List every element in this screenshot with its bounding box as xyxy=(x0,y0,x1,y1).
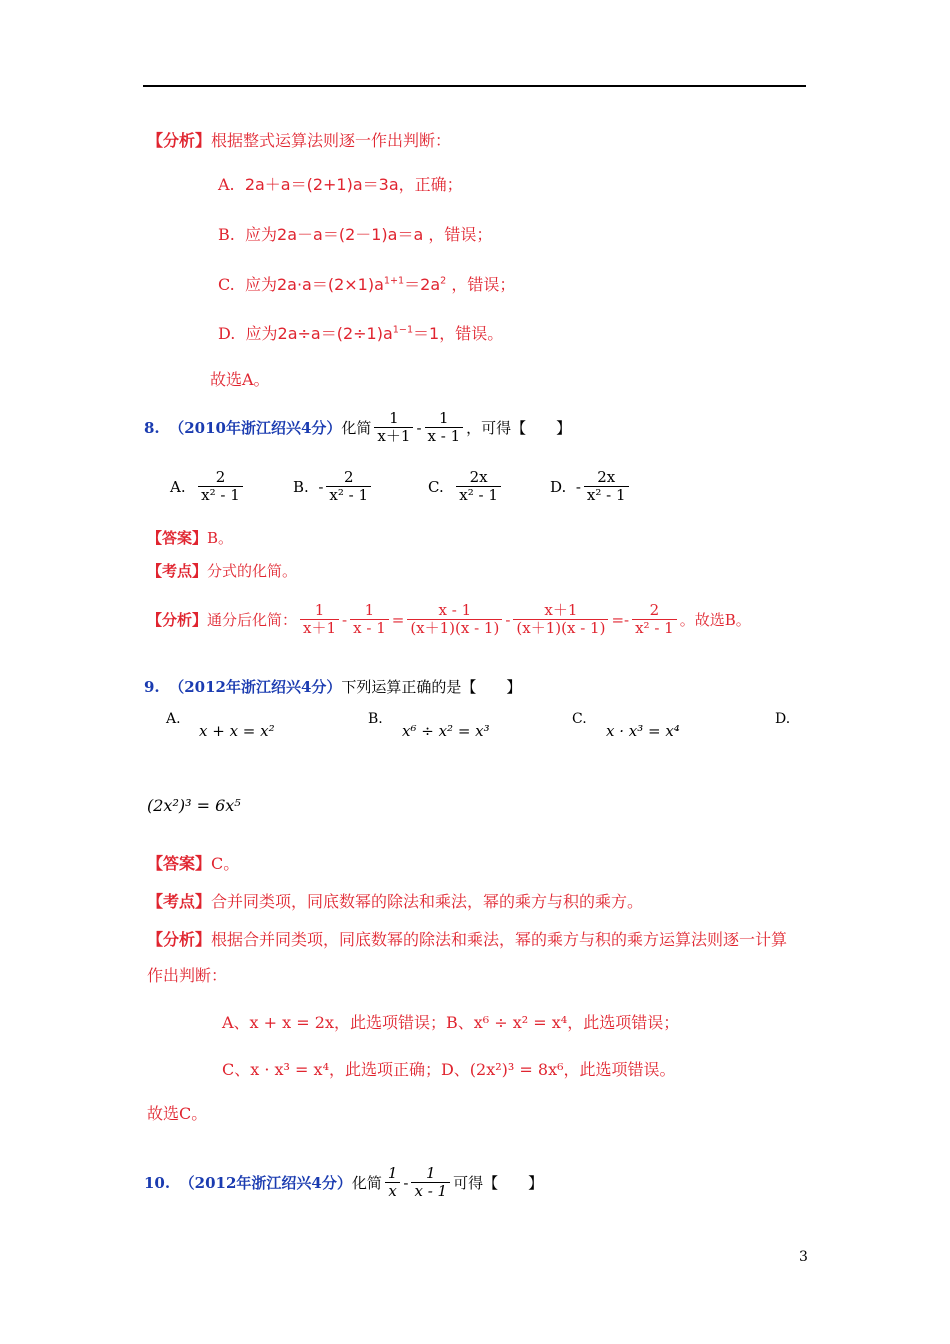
point-tag: 【考点】 xyxy=(147,562,208,580)
page-number: 3 xyxy=(799,1249,808,1265)
analysis-frac: $\frac{x+1}{(x+1)(x - 1)}$ xyxy=(513,602,608,638)
option-label: C. xyxy=(428,477,444,496)
q8-option-b xyxy=(293,469,374,505)
q9-option-d: (2x²)³ = 6x⁵ xyxy=(147,796,241,815)
q9-analysis-line2: 作出判断： xyxy=(147,966,228,985)
line-label: D. xyxy=(218,324,236,343)
line-math: 2a·a＝(2×1)a xyxy=(276,275,384,294)
line-verdict: ，正确； xyxy=(398,175,463,194)
line-prefix: 应为 xyxy=(244,275,277,294)
line-prefix: 应为 xyxy=(245,324,278,343)
answer-tag: 【答案】 xyxy=(147,854,212,873)
line-math: 2a－a＝(2－1)a＝a xyxy=(277,225,424,244)
q9-analysis xyxy=(147,927,787,950)
question-number: 9. xyxy=(144,678,160,696)
question-number: 10. xyxy=(144,1173,171,1192)
question-source: （2012年浙江绍兴4分） xyxy=(179,1174,352,1193)
analysis-text: 通分后化简： xyxy=(207,611,298,630)
q8-option-a xyxy=(170,469,246,505)
line-math: 2a＋a＝(2+1)a＝3a xyxy=(244,175,399,194)
q7-line-d xyxy=(218,321,503,344)
q9-analysis-options-1: A、x + x = 2x，此选项错误；B、x⁶ ÷ x² = x⁴，此选项错误； xyxy=(222,1013,680,1032)
q7-line-a xyxy=(218,172,463,195)
q9-point xyxy=(147,889,643,912)
q8-analysis: 【分析】 通分后化简： $\frac{1}{x+1}$ - $\frac{1}{x - 1}$ = $\frac{x - 1}{(x+1)(x - 1)}$ - $\frac{x+1}{(x+1)(x - 1)}$ =- $\frac{2}{\text{x² - 1}}$ 。故选B。 xyxy=(147,601,751,638)
analysis-frac: $\frac{x - 1}{(x+1)(x - 1)}$ xyxy=(407,602,502,638)
q9-option-b-label: B. xyxy=(368,711,383,727)
option-label: D. xyxy=(550,477,567,496)
option-frac: $\frac{2}{\text{x² - 1}}$ xyxy=(326,469,371,505)
question-suffix: ，可得【 】 xyxy=(466,419,572,438)
line-label: A. xyxy=(218,175,235,194)
line-prefix: 应为 xyxy=(245,225,278,244)
analysis-intro: 根据整式运算法则逐一作出判断： xyxy=(211,131,452,150)
q8-point xyxy=(147,560,297,581)
question-stem: 化简 xyxy=(351,1174,382,1193)
analysis-end: 。故选B。 xyxy=(679,611,751,630)
line-verdict: ，错误； xyxy=(451,275,516,294)
option-sign: - xyxy=(575,477,581,496)
point-tag: 【考点】 xyxy=(147,892,212,911)
q10-frac2: $\frac{1}{x - 1}$ xyxy=(411,1165,450,1201)
question-stem: 下列运算正确的是【 】 xyxy=(341,678,522,696)
answer-text: B。 xyxy=(207,529,234,547)
q9-option-a-label: A. xyxy=(166,711,181,727)
q8-option-d xyxy=(550,469,632,505)
line-label: C. xyxy=(218,275,235,294)
line-exp: 1+1 xyxy=(383,275,405,287)
analysis-frac: $\frac{1}{x+1}$ xyxy=(300,602,339,638)
question-source: （2010年浙江绍兴4分） xyxy=(169,419,342,438)
q7-conclusion: 故选A。 xyxy=(210,370,270,389)
q9-option-a: x + x = x² xyxy=(199,722,275,740)
q9-analysis-options-2: C、x · x³ = x⁴，此选项正确；D、(2x²)³ = 8x⁶，此选项错误。 xyxy=(222,1060,676,1079)
q8-frac2: $\frac{1}{x - 1}$ xyxy=(425,410,464,446)
q9-option-c: x · x³ = x⁴ xyxy=(606,722,680,740)
header-rule xyxy=(143,85,806,87)
line-math2: ＝1 xyxy=(413,324,440,343)
q9-conclusion: 故选C。 xyxy=(147,1104,208,1123)
analysis-text: 根据合并同类项，同底数幂的除法和乘法，幂的乘方与积的乘方运算法则逐一计算 xyxy=(211,930,788,949)
answer-tag: 【答案】 xyxy=(147,529,208,547)
line-verdict: ，错误； xyxy=(428,225,493,244)
answer-text: C。 xyxy=(211,854,240,873)
minus-sign: - xyxy=(416,418,422,437)
line-verdict: ，错误。 xyxy=(439,324,504,343)
q8-option-c xyxy=(428,469,504,505)
q7-line-c xyxy=(218,272,515,295)
question-suffix: 可得【 】 xyxy=(453,1174,544,1193)
point-text: 合并同类项，同底数幂的除法和乘法，幂的乘方与积的乘方。 xyxy=(211,892,644,911)
question-number: 8. xyxy=(144,418,160,437)
line-label: B. xyxy=(218,225,235,244)
minus-sign: - xyxy=(403,1173,409,1192)
q9-stem xyxy=(144,676,521,697)
line-exp2: 2 xyxy=(440,275,447,287)
q8-answer xyxy=(147,527,233,548)
option-frac: $\frac{2x}{\text{x² - 1}}$ xyxy=(456,469,501,505)
option-label: B. xyxy=(293,477,309,496)
question-source: （2012年浙江绍兴4分） xyxy=(169,678,342,696)
q7-analysis xyxy=(147,128,451,151)
option-sign: - xyxy=(318,477,324,496)
option-frac: $\frac{2x}{\text{x² - 1}}$ xyxy=(584,469,629,505)
analysis-tag: 【分析】 xyxy=(147,131,212,150)
question-stem: 化简 xyxy=(341,419,372,438)
q7-line-b xyxy=(218,222,492,245)
q10-stem xyxy=(144,1165,543,1201)
q9-answer xyxy=(147,851,239,874)
analysis-frac: $\frac{2}{\text{x² - 1}}$ xyxy=(632,602,677,638)
line-math2: ＝2a xyxy=(404,275,441,294)
analysis-tag: 【分析】 xyxy=(147,611,208,630)
analysis-tag: 【分析】 xyxy=(147,930,212,949)
analysis-frac: $\frac{1}{x - 1}$ xyxy=(350,602,389,638)
line-math: 2a÷a＝(2÷1)a xyxy=(277,324,393,343)
q10-frac1: $\frac{1}{x}$ xyxy=(385,1165,401,1201)
option-label: A. xyxy=(170,477,186,496)
q9-option-c-label: C. xyxy=(572,711,587,727)
point-text: 分式的化简。 xyxy=(207,562,298,580)
q8-frac1: $\frac{1}{x+1}$ xyxy=(374,410,413,446)
q9-option-b: x⁶ ÷ x² = x³ xyxy=(402,722,490,740)
q8-stem xyxy=(144,410,571,446)
q9-option-d-label: D. xyxy=(775,711,791,727)
option-frac: $\frac{2}{\text{x² - 1}}$ xyxy=(198,469,243,505)
line-exp: 1−1 xyxy=(392,324,414,336)
